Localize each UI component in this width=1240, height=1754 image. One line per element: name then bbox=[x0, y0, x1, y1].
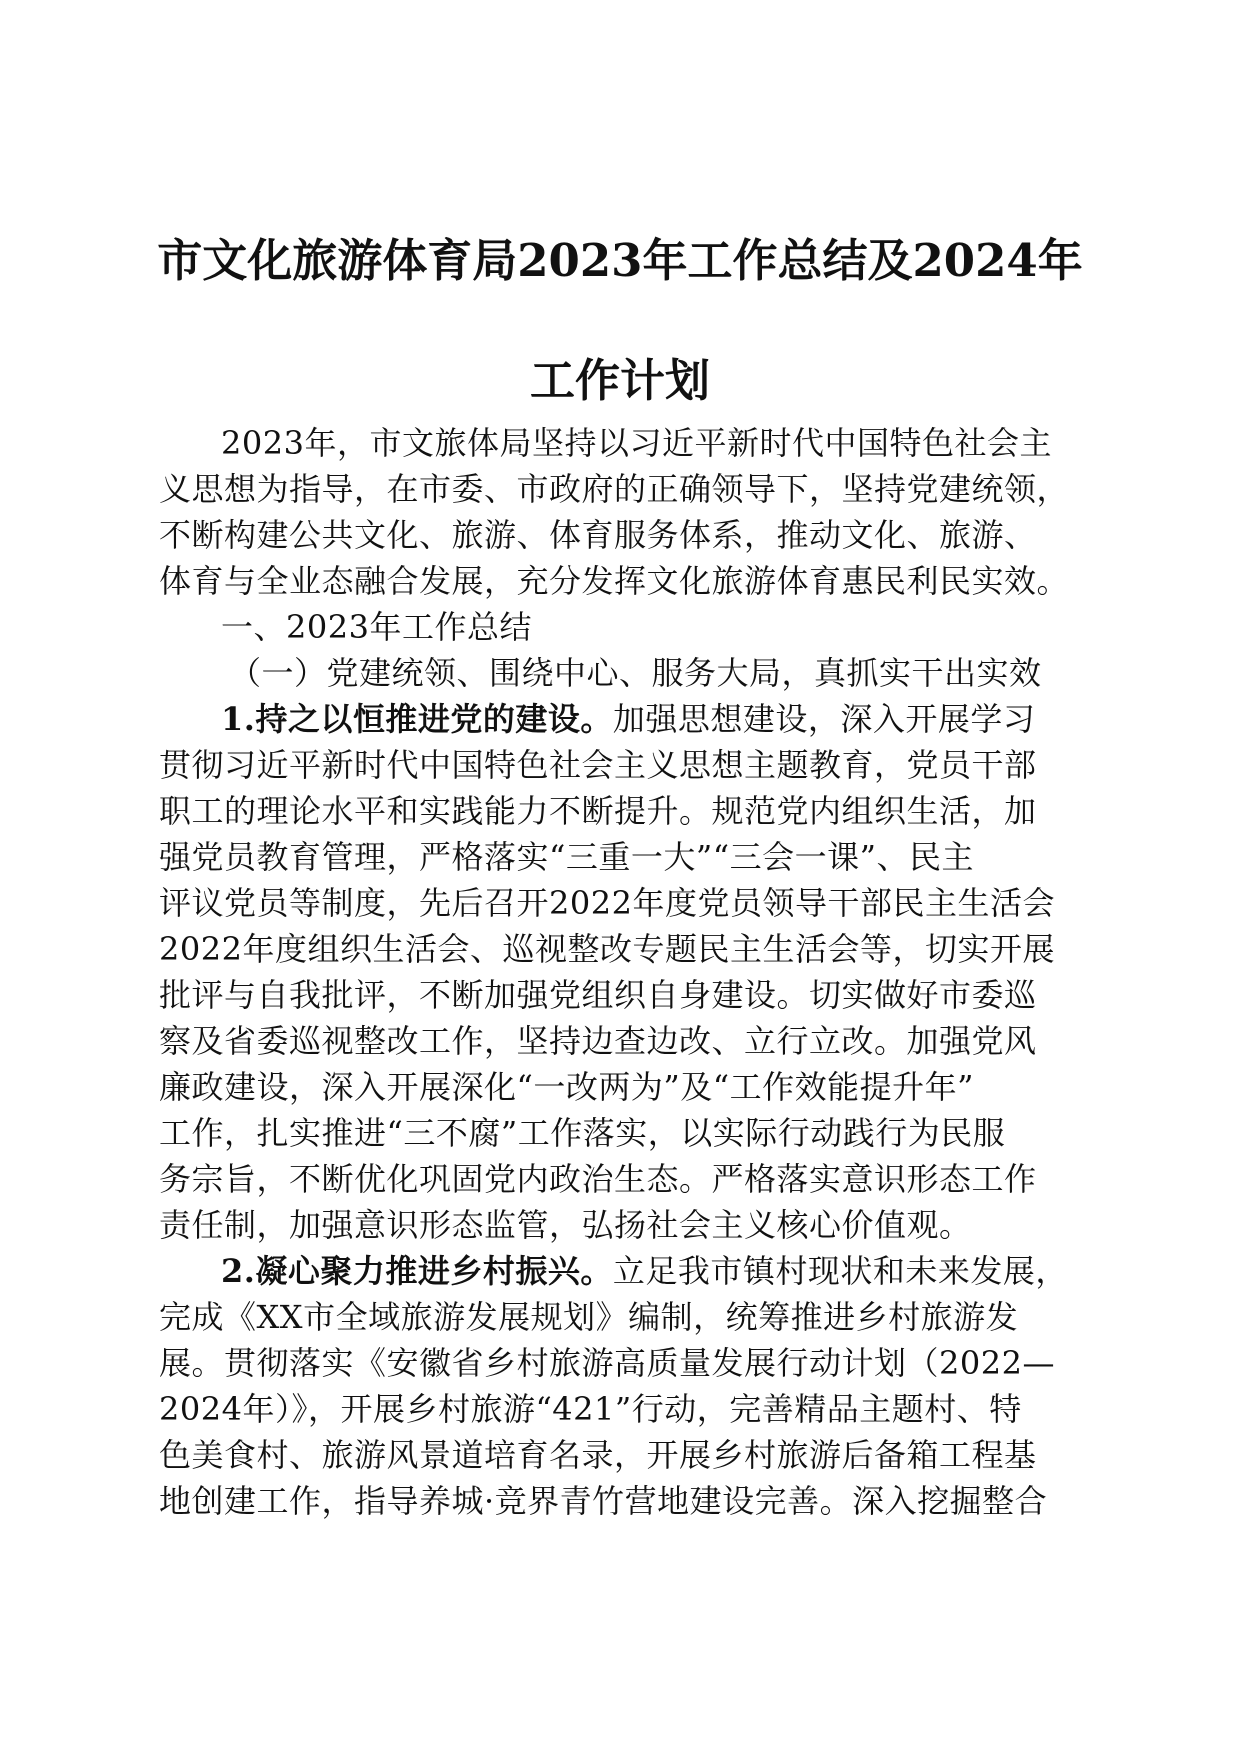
document-title-line-2: 工作计划 bbox=[529, 354, 710, 407]
document-title-line-1: 市文化旅游体育局2023年工作总结及2024年 bbox=[157, 234, 1083, 287]
body-line: 2022年度组织生活会、巡视整改专题民主生活会等，切实开展 bbox=[159, 930, 1055, 968]
body-line: 察及省委巡视整改工作，坚持边查边改、立行立改。加强党风 bbox=[159, 1022, 1037, 1060]
body-line: 2024年）》，开展乡村旅游“421”行动，完善精品主题村、特 bbox=[159, 1390, 1022, 1428]
body-line: 责任制，加强意识形态监管，弘扬社会主义核心价值观。 bbox=[159, 1206, 972, 1244]
body-line: 完成《XX市全域旅游发展规划》编制，统筹推进乡村旅游发 bbox=[159, 1298, 1019, 1336]
body-line: 义思想为指导，在市委、市政府的正确领导下，坚持党建统领， bbox=[159, 470, 1070, 508]
body-line: 务宗旨，不断优化巩固党内政治生态。严格落实意识形态工作 bbox=[159, 1160, 1037, 1198]
body-line: 1.持之以恒推进党的建设。加强思想建设，深入开展学习 bbox=[221, 700, 1036, 738]
item-heading: 2.凝心聚力推进乡村振兴。 bbox=[221, 1252, 613, 1290]
body-line: 强党员教育管理，严格落实“三重一大”“三会一课”、民主 bbox=[159, 838, 974, 876]
body-line: 工作，扎实推进“三不腐”工作落实，以实际行动践行为民服 bbox=[159, 1114, 1006, 1152]
body-line: 体育与全业态融合发展，充分发挥文化旅游体育惠民利民实效。 bbox=[159, 562, 1070, 600]
body-line: 地创建工作，指导养城·竞界青竹营地建设完善。深入挖掘整合 bbox=[159, 1482, 1048, 1520]
body-line: 展。贯彻落实《安徽省乡村旅游高质量发展行动计划（2022— bbox=[159, 1344, 1055, 1382]
body-line: 2023年，市文旅体局坚持以习近平新时代中国特色社会主 bbox=[221, 424, 1052, 462]
body-line: 评议党员等制度，先后召开2022年度党员领导干部民主生活会 bbox=[159, 884, 1055, 922]
subsection-heading: （一）党建统领、围绕中心、服务大局，真抓实干出实效 bbox=[229, 654, 1042, 692]
body-line: 不断构建公共文化、旅游、体育服务体系，推动文化、旅游、 bbox=[159, 516, 1037, 554]
body-line: 职工的理论水平和实践能力不断提升。规范党内组织生活，加 bbox=[159, 792, 1037, 830]
body-line: 色美食村、旅游风景道培育名录，开展乡村旅游后备箱工程基 bbox=[159, 1436, 1037, 1474]
body-line: 廉政建设，深入开展深化“一改两为”及“工作效能提升年” bbox=[159, 1068, 974, 1106]
item-heading: 1.持之以恒推进党的建设。 bbox=[221, 700, 613, 738]
body-line: 批评与自我批评，不断加强党组织自身建设。切实做好市委巡 bbox=[159, 976, 1037, 1014]
section-heading: 一、2023年工作总结 bbox=[221, 608, 532, 646]
body-line: 贯彻习近平新时代中国特色社会主义思想主题教育，党员干部 bbox=[159, 746, 1037, 784]
body-line: 2.凝心聚力推进乡村振兴。立足我市镇村现状和未来发展， bbox=[221, 1252, 1068, 1290]
